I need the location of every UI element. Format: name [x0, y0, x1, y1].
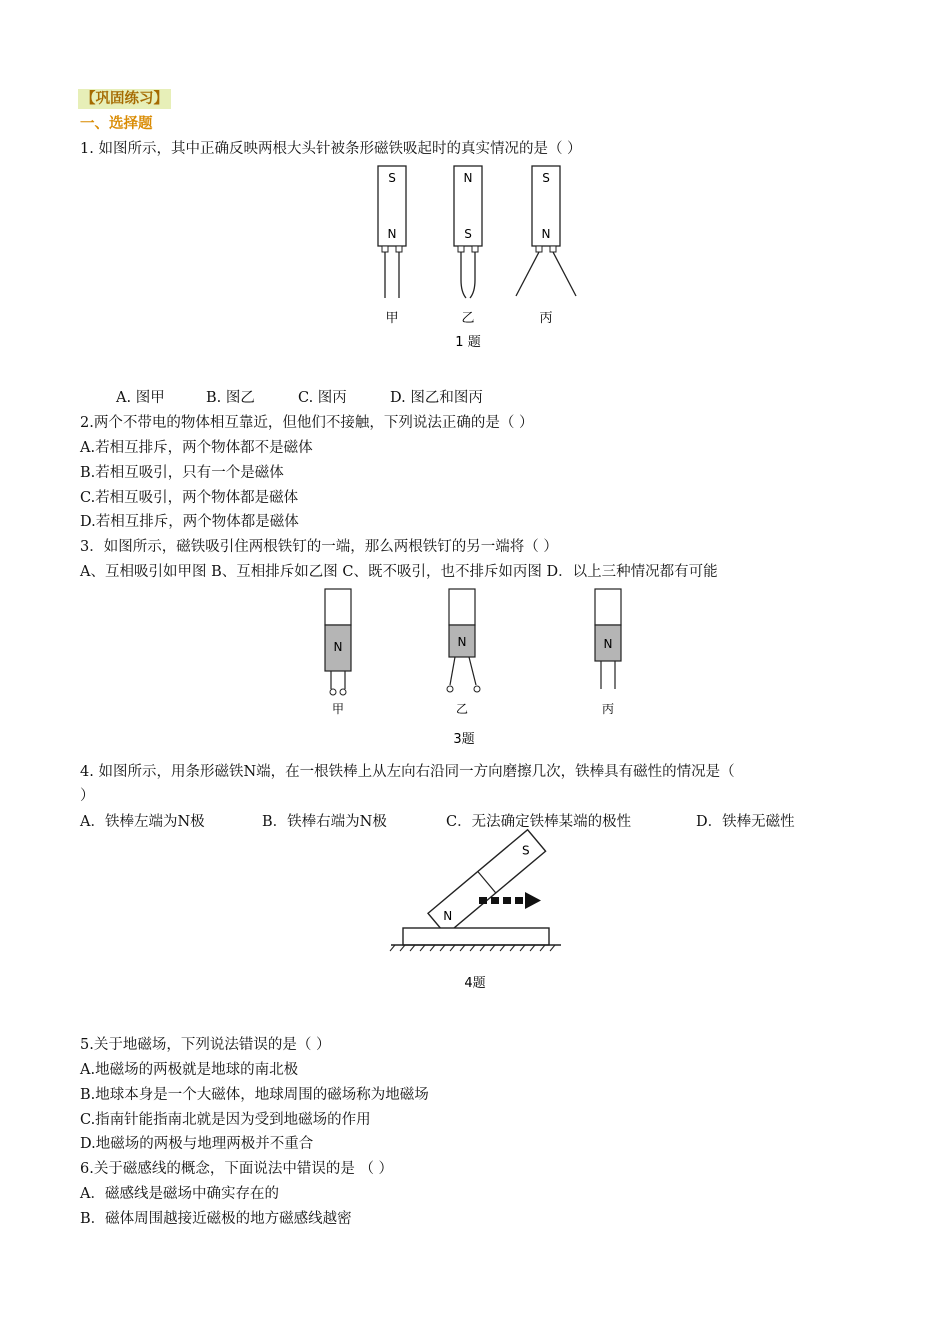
q4-option-d: D．铁棒无磁性 — [696, 814, 795, 830]
q3-magnet-3 — [595, 589, 621, 716]
q1-label-jia: 甲 — [385, 311, 399, 326]
q3-magnet-1-pole: N — [333, 640, 343, 654]
q3-figure — [300, 585, 640, 750]
q3-caption: 3题 — [453, 732, 475, 747]
q5-option-d: D.地磁场的两极与地理两极并不重合 — [80, 1136, 314, 1152]
q5-option-b: B.地球本身是一个大磁体，地球周围的磁场称为地磁场 — [80, 1087, 429, 1103]
q1-label-bing: 丙 — [539, 311, 553, 326]
q1-stem: 1. 如图所示，其中正确反映两根大头针被条形磁铁吸起时的真实情况的是（ ） — [80, 141, 582, 157]
q1-option-d: D. 图乙和图丙 — [390, 390, 483, 406]
q3-magnet-1 — [325, 589, 351, 716]
q4-stem-line2: ） — [80, 788, 95, 804]
q1-magnet-3 — [516, 166, 576, 326]
q6-option-b: B．磁体周围越接近磁极的地方磁感线越密 — [80, 1211, 352, 1227]
q1-caption: 1 题 — [455, 335, 481, 350]
q2-option-c: C.若相互吸引，两个物体都是磁体 — [80, 490, 299, 506]
q1-magnet-1 — [378, 166, 406, 326]
q4-magnet-s-pole: S — [522, 843, 530, 858]
q3-magnet-2-pole: N — [457, 635, 467, 649]
q3-magnet-2 — [447, 589, 480, 716]
q3-label-bing: 丙 — [601, 702, 615, 716]
q5-option-a: A.地磁场的两极就是地球的南北极 — [80, 1062, 299, 1078]
q4-stem-line1: 4. 如图所示，用条形磁铁N端，在一根铁棒上从左向右沿同一方向磨擦几次，铁棒具有磁性的情况是（ — [80, 764, 735, 780]
q4-ground — [390, 945, 561, 951]
section-title: 一、选择题 — [80, 116, 153, 132]
q1-magnet-2 — [454, 166, 482, 326]
q2-stem: 2.两个不带电的物体相互靠近，但他们不接触，下列说法正确的是（ ） — [80, 415, 534, 431]
q3-magnet-3-pole: N — [603, 637, 613, 651]
q3-label-yi: 乙 — [455, 702, 469, 716]
exercise-tag: 【巩固练习】 — [78, 89, 171, 109]
q1-option-b: B. 图乙 — [206, 390, 255, 406]
q2-option-b: B.若相互吸引，只有一个是磁体 — [80, 465, 284, 481]
q1-magnet-3-bottom-pole: N — [541, 227, 551, 241]
q5-stem: 5.关于地磁场，下列说法错误的是（ ） — [80, 1037, 331, 1053]
q1-magnet-1-bottom-pole: N — [387, 227, 397, 241]
q5-option-c: C.指南针能指南北就是因为受到地磁场的作用 — [80, 1112, 371, 1128]
q1-figure — [360, 160, 600, 350]
q4-magnet — [428, 830, 546, 935]
q1-magnet-1-top-pole: S — [388, 171, 396, 185]
q2-option-a: A.若相互排斥，两个物体都不是磁体 — [80, 440, 313, 456]
q4-option-c: C．无法确定铁棒某端的极性 — [446, 814, 632, 830]
q2-option-d: D.若相互排斥，两个物体都是磁体 — [80, 514, 299, 530]
q1-magnet-2-top-pole: N — [463, 171, 473, 185]
q1-label-yi: 乙 — [461, 311, 475, 326]
q4-magnet-n-pole: N — [443, 909, 453, 924]
q3-label-jia: 甲 — [331, 702, 345, 716]
q3-stem: 3．如图所示，磁铁吸引住两根铁钉的一端，那么两根铁钉的另一端将（ ） — [80, 539, 558, 555]
q4-caption: 4题 — [464, 976, 486, 991]
q4-option-b: B．铁棒右端为N极 — [262, 814, 387, 830]
q4-option-a: A．铁棒左端为N极 — [80, 814, 205, 830]
q4-figure — [385, 830, 570, 995]
q4-iron-bar — [403, 928, 549, 945]
q6-option-a: A．磁感线是磁场中确实存在的 — [80, 1186, 279, 1202]
q3-options: A、互相吸引如甲图 B、互相排斥如乙图 C、既不吸引，也不排斥如丙图 D．以上三种情况都有可能 — [80, 564, 718, 580]
q1-option-c: C. 图丙 — [298, 390, 347, 406]
q6-stem: 6.关于磁感线的概念，下面说法中错误的是 （ ） — [80, 1161, 394, 1177]
q1-magnet-3-top-pole: S — [542, 171, 550, 185]
q1-magnet-2-bottom-pole: S — [464, 227, 472, 241]
q1-option-a: A. 图甲 — [116, 390, 165, 406]
